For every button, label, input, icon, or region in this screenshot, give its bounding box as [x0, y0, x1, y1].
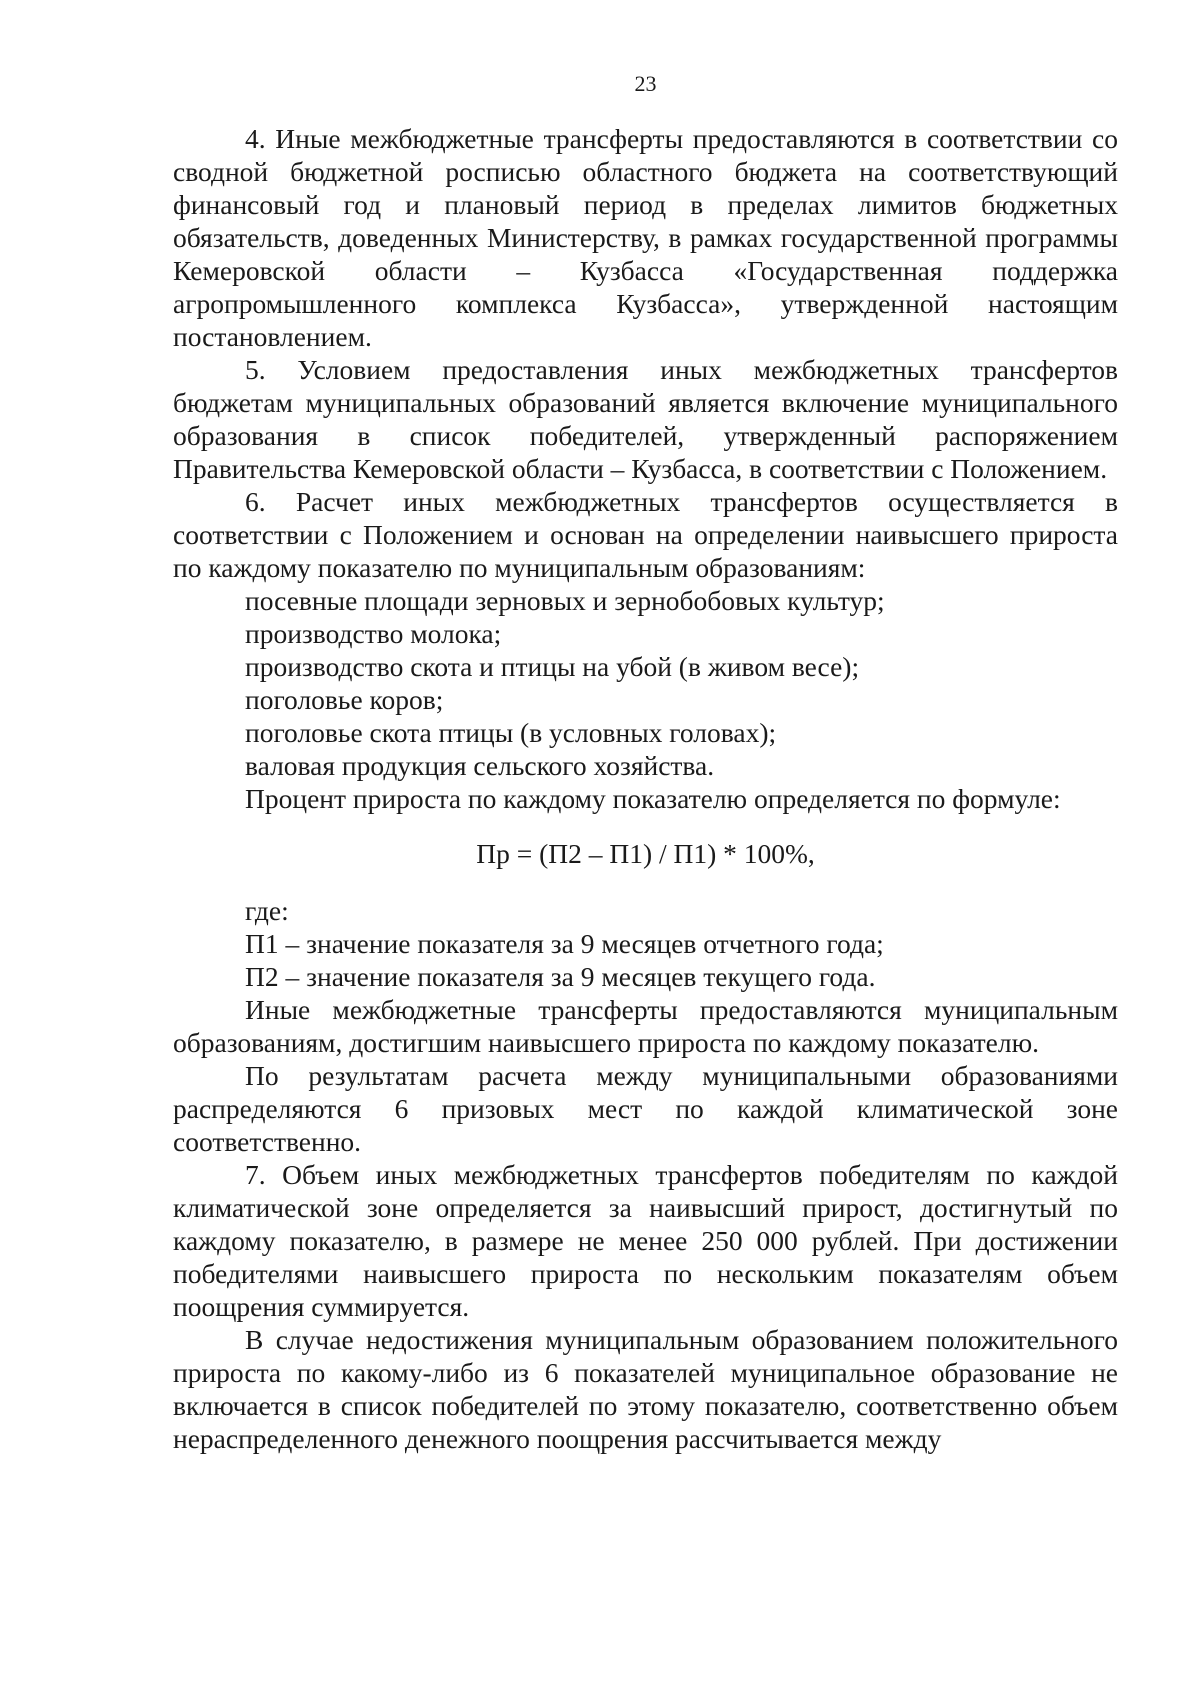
formula: Пр = (П2 – П1) / П1) * 100%, [476, 838, 815, 869]
paragraph-nonachievement: В случае недостижения муниципальным образованием положительного прироста по какому-либо из 6 показателей муниципальное образование не включается в список победителей по этому показателю, соответственно объем нераспределенного денежного поощрения рассчитывается между [173, 1324, 1118, 1454]
indicator-item: посевные площади зерновых и зернобобовых культур; [245, 585, 885, 616]
paragraph-6: 6. Расчет иных межбюджетных трансфертов осуществляется в соответствии с Положением и основан на определении наивысшего прироста по каждому показателю по муниципальным образованиям: [173, 486, 1118, 583]
indicator-item: поголовье скота птицы (в условных головах); [245, 717, 777, 748]
indicator-item: валовая продукция сельского хозяйства. [245, 750, 715, 781]
paragraph-winners: Иные межбюджетные трансферты предоставляются муниципальным образованиям, достигшим наивысшего прироста по каждому показателю. [173, 994, 1118, 1058]
formula-intro: Процент прироста по каждому показателю определяется по формуле: [245, 783, 1061, 814]
indicator-item: производство молока; [245, 618, 502, 649]
indicator-item: поголовье коров; [245, 684, 444, 715]
indicator-item: производство скота и птицы на убой (в живом весе); [245, 651, 860, 682]
paragraph-5: 5. Условием предоставления иных межбюджетных трансфертов бюджетам муниципальных образований является включение муниципального образования в список победителей, утвержденный распоряжением Правительства Кемеровской области – Кузбасса, в соответствии с Положением. [173, 354, 1118, 484]
page-number: 23 [634, 71, 657, 96]
definition-p2: П2 – значение показателя за 9 месяцев текущего года. [245, 961, 876, 992]
indicator-list [173, 584, 1118, 782]
definition-p1: П1 – значение показателя за 9 месяцев отчетного года; [245, 928, 884, 959]
where-label: где: [245, 895, 289, 926]
paragraph-places: По результатам расчета между муниципальными образованиями распределяются 6 призовых мест по каждой климатической зоне соответственно. [173, 1060, 1118, 1157]
document-page [173, 70, 1118, 1455]
paragraph-4: 4. Иные межбюджетные трансферты предоставляются в соответствии со сводной бюджетной росписью областного бюджета на соответствующий финансовый год и плановый период в пределах лимитов бюджетных обязательств, доведенных Министерству, в рамках государственной программы Кемеровской области – Кузбасса «Государственная поддержка агропромышленного комплекса Кузбасса», утвержденной настоящим постановлением. [173, 123, 1118, 352]
paragraph-7: 7. Объем иных межбюджетных трансфертов победителям по каждой климатической зоне определяется за наивысший прирост, достигнутый по каждому показателю, в размере не менее 250 000 рублей. При достижении победителями наивысшего прироста по нескольким показателям объем поощрения суммируется. [173, 1159, 1118, 1322]
